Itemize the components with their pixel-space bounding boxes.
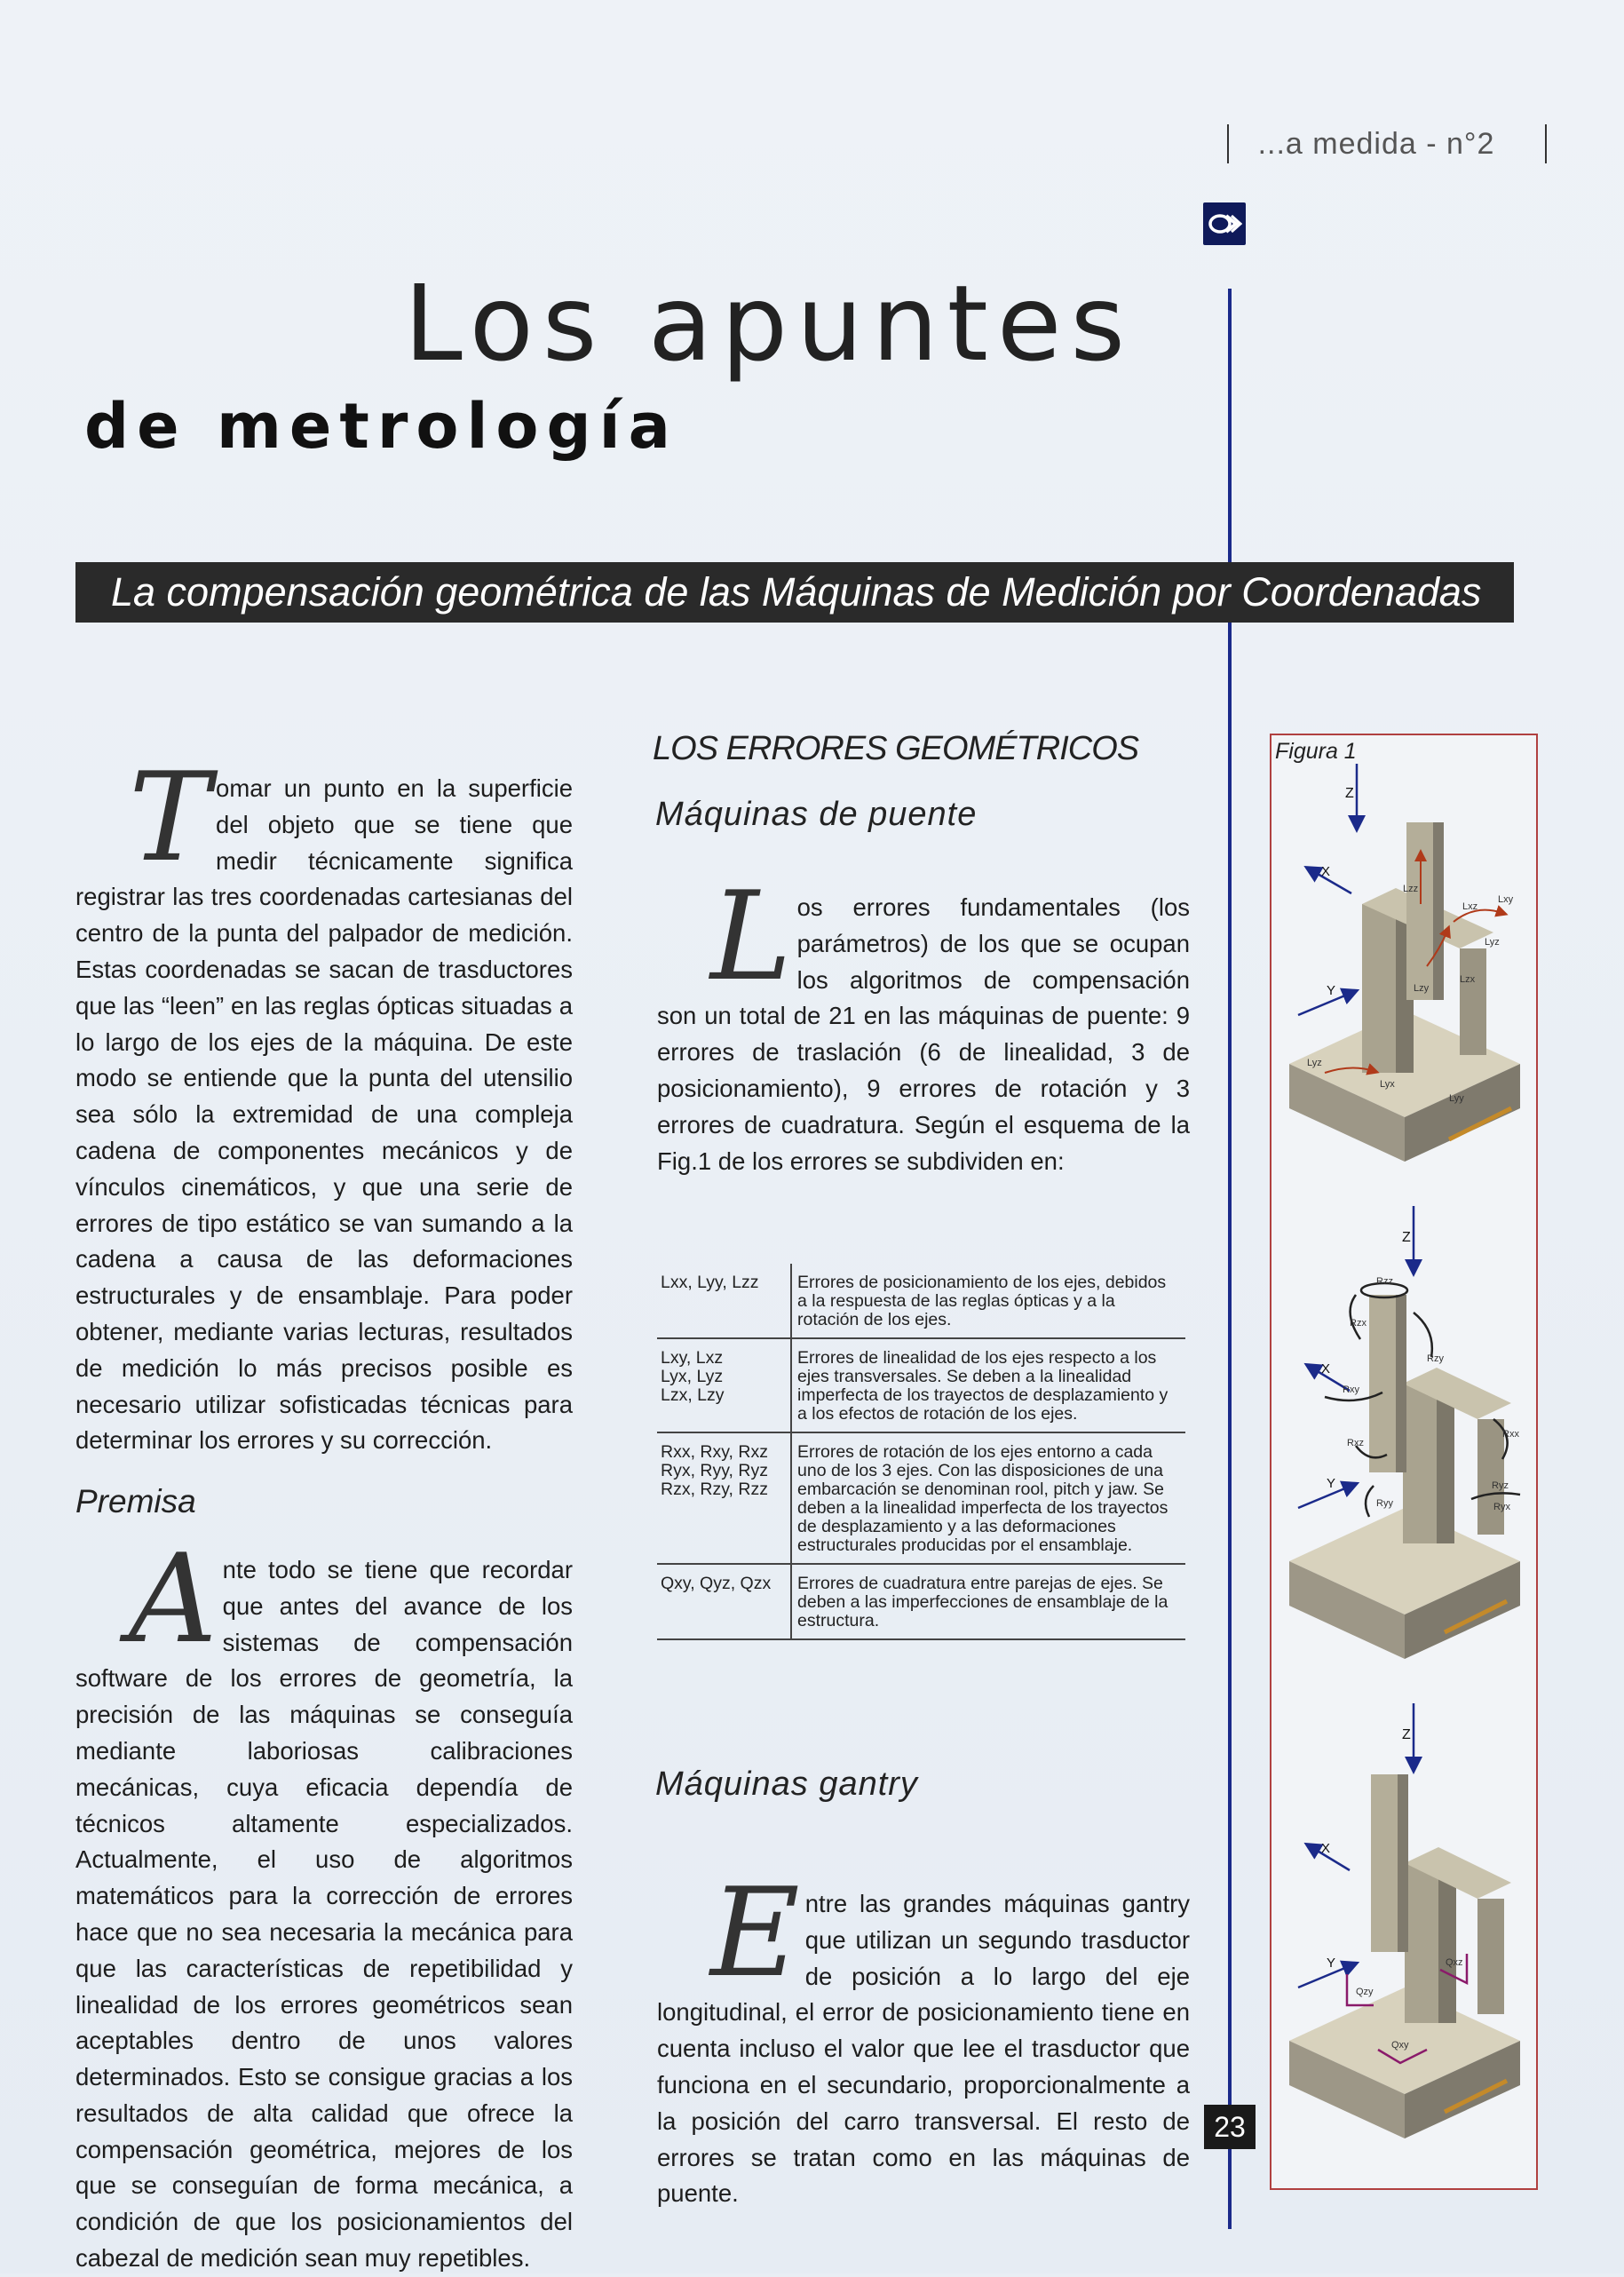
svg-text:Lzx: Lzx: [1460, 974, 1476, 985]
table-cell-desc: Errores de cuadratura entre parejas de ejes. Se deben a las imperfecciones de ensamblaje de la estructura.: [797, 1574, 1168, 1630]
table-row: [657, 1564, 1185, 1639]
svg-text:Qzy: Qzy: [1356, 1987, 1374, 1997]
svg-text:Lxz: Lxz: [1462, 901, 1478, 912]
table-row: [657, 1432, 1185, 1564]
svg-text:Lyx: Lyx: [1380, 1079, 1395, 1090]
figure-label: Figura 1: [1275, 739, 1357, 764]
table-cell-codes: Rxx, Rxy, Rxz Ryx, Ryy, Ryz Rzx, Rzy, Rzz: [657, 1432, 791, 1564]
table-cell-codes: Lxy, Lxz Lyx, Lyz Lzx, Lzy: [657, 1338, 791, 1432]
svg-text:Y: Y: [1327, 1476, 1336, 1491]
intro-paragraph: [75, 746, 573, 1459]
svg-text:Lxy: Lxy: [1498, 894, 1514, 905]
section-heading-gantry: Máquinas gantry: [655, 1765, 918, 1803]
svg-text:Ryz: Ryz: [1492, 1480, 1509, 1491]
section-heading-errores: LOS ERRORES GEOMÉTRICOS: [653, 730, 1139, 767]
svg-text:Lzy: Lzy: [1414, 983, 1430, 994]
svg-text:Rzx: Rzx: [1350, 1318, 1367, 1329]
table-row: [657, 1338, 1185, 1432]
dropcap: E: [710, 1861, 800, 2004]
table-cell-desc: Errores de rotación de los ejes entorno a cada uno de los 3 ejes. Con las disposiciones de una embarcación se denominan rool, pitch y jaw. Se deben a la linealidad imperfecta de los trayectos de desplazamiento y a las deformaciones estructurales producidas por el ensamblaje.: [797, 1442, 1168, 1555]
svg-text:X: X: [1321, 1361, 1331, 1377]
dropcap: A: [129, 1527, 218, 1670]
svg-text:Z: Z: [1345, 786, 1354, 801]
svg-text:Qxy: Qxy: [1391, 2040, 1409, 2051]
table-cell-desc: Errores de posicionamiento de los ejes, debidos a la respuesta de las reglas ópticas y a la rotación de los ejes.: [797, 1273, 1167, 1329]
dropcap: L: [710, 865, 792, 1008]
section-heading-puente: Máquinas de puente: [655, 796, 978, 833]
svg-text:Rxz: Rxz: [1347, 1438, 1364, 1448]
svg-text:Lyy: Lyy: [1449, 1093, 1464, 1104]
table-cell-codes: Lxx, Lyy, Lzz: [657, 1264, 791, 1338]
middle-column-gantry: [657, 1861, 1190, 2212]
dropcap: T: [129, 746, 211, 889]
svg-text:Rzz: Rzz: [1376, 1276, 1393, 1287]
table-cell-desc: Errores de linealidad de los ejes respecto a los ejes transversales. Se deben a la linealidad imperfecta de los trayectos de desplazamiento y a los efectos de rotación de los ejes.: [797, 1348, 1168, 1424]
page-subtitle: de metrología: [84, 390, 678, 463]
svg-text:Rxy: Rxy: [1343, 1384, 1359, 1395]
header-divider-right: [1545, 124, 1547, 163]
cmm-diagram: [1271, 735, 1536, 2188]
svg-text:Lyz: Lyz: [1307, 1058, 1322, 1068]
svg-text:Lyz: Lyz: [1485, 937, 1500, 948]
svg-text:Y: Y: [1327, 983, 1336, 998]
svg-text:Y: Y: [1327, 1956, 1336, 1971]
page-title: Los apuntes: [404, 262, 1134, 385]
header-divider-left: [1227, 124, 1229, 163]
issue-label: ...a medida - n°2: [1257, 126, 1495, 161]
svg-text:Ryx: Ryx: [1493, 1502, 1510, 1512]
table-cell-codes: Qxy, Qyz, Qzx: [657, 1564, 791, 1639]
left-column: [75, 746, 573, 2277]
intro-text: omar un punto en la superficie del objeto que se tiene que medir técnicamente significa registrar las tres coordenadas cartesianas del centro de la punta del palpador de medición. Estas coordenadas se sacan de trasductores que las “leen” en las reglas ópticas situadas a lo largo de los ejes de la máquina. De este modo se entiende que la punta del utensilio sea sólo la extremidad de una compleja cadena de componentes mecánicos y de vínculos cinemáticos, y que una serie de errores de tipo estático se van sumando a la cadena a causa de las deformaciones estructurales y de ensamblaje. Para poder obtener, mediante varias lecturas, resultados de medición lo más precisos posible es necesario utilizar sofisticadas técnicas para determinar los errores y su corrección.: [75, 774, 573, 1455]
article-subtitle-band: La compensación geométrica de las Máquinas de Medición por Coordenadas: [75, 562, 1514, 623]
premisa-text: nte todo se tiene que recordar que antes del avance de los sistemas de compensación software de los errores de geometría, la precisión de las máquinas se conseguía mediante laboriosas calibraciones mecánicas, cuya eficacia dependía de técnicos altamente especializados. Actualmente, el uso de algoritmos matemáticos para la corrección de errores hace que no sea necesaria la mecánica para que las características de repetibilidad y linealidad de los errores geométricos sean aceptables dentro de unos valores determinados. Esto se consigue gracias a los resultados de alta calidad que ofrece la compensación geométrica, mejores de los que se conseguían de forma mecánica, a condición de que los posicionamientos del cabezal de medición sean muy repetibles.: [75, 1555, 573, 2273]
svg-text:Lzz: Lzz: [1403, 884, 1419, 894]
svg-text:Rzy: Rzy: [1427, 1353, 1444, 1364]
svg-text:Rxx: Rxx: [1502, 1429, 1519, 1440]
bridge-machine-2: [1289, 1295, 1520, 1659]
middle-column-errores: [657, 865, 1190, 1179]
errors-table: [657, 1264, 1185, 1640]
gantry-machine-3: [1289, 1774, 1520, 2138]
gantry-paragraph: [657, 1861, 1190, 2212]
table-row: [657, 1264, 1185, 1338]
svg-text:Ryy: Ryy: [1376, 1498, 1393, 1509]
gantry-text: ntre las grandes máquinas gantry que utilizan un segundo trasductor de posición a lo largo del eje longitudinal, el error de posicionamiento tiene en cuenta incluso el valor que lee el trasductor que funciona en el secundario, proporcionalmente a la posición del carro transversal. El resto de errores se tratan como en las máquinas de puente.: [657, 1890, 1190, 2208]
section-heading-premisa: Premisa: [75, 1483, 196, 1520]
svg-text:X: X: [1321, 1841, 1331, 1856]
chevron-logo-icon: [1203, 202, 1246, 245]
errores-text: os errores fundamentales (los parámetros) de los que se ocupan los algoritmos de compensación son un total de 21 en las máquinas de puente: 9 errores de traslación (6 de linealidad, 3 de posicionamiento), 9 errores de rotación y 3 errores de cuadratura. Según el esquema de la Fig.1 de los errores se subdividen en:: [657, 893, 1190, 1175]
svg-text:X: X: [1321, 864, 1331, 879]
svg-text:Z: Z: [1402, 1727, 1411, 1742]
page-number: 23: [1204, 2105, 1256, 2149]
errores-paragraph: [657, 865, 1190, 1179]
svg-text:Z: Z: [1402, 1230, 1411, 1245]
svg-text:Qxz: Qxz: [1446, 1957, 1463, 1968]
premisa-paragraph: [75, 1527, 573, 2277]
